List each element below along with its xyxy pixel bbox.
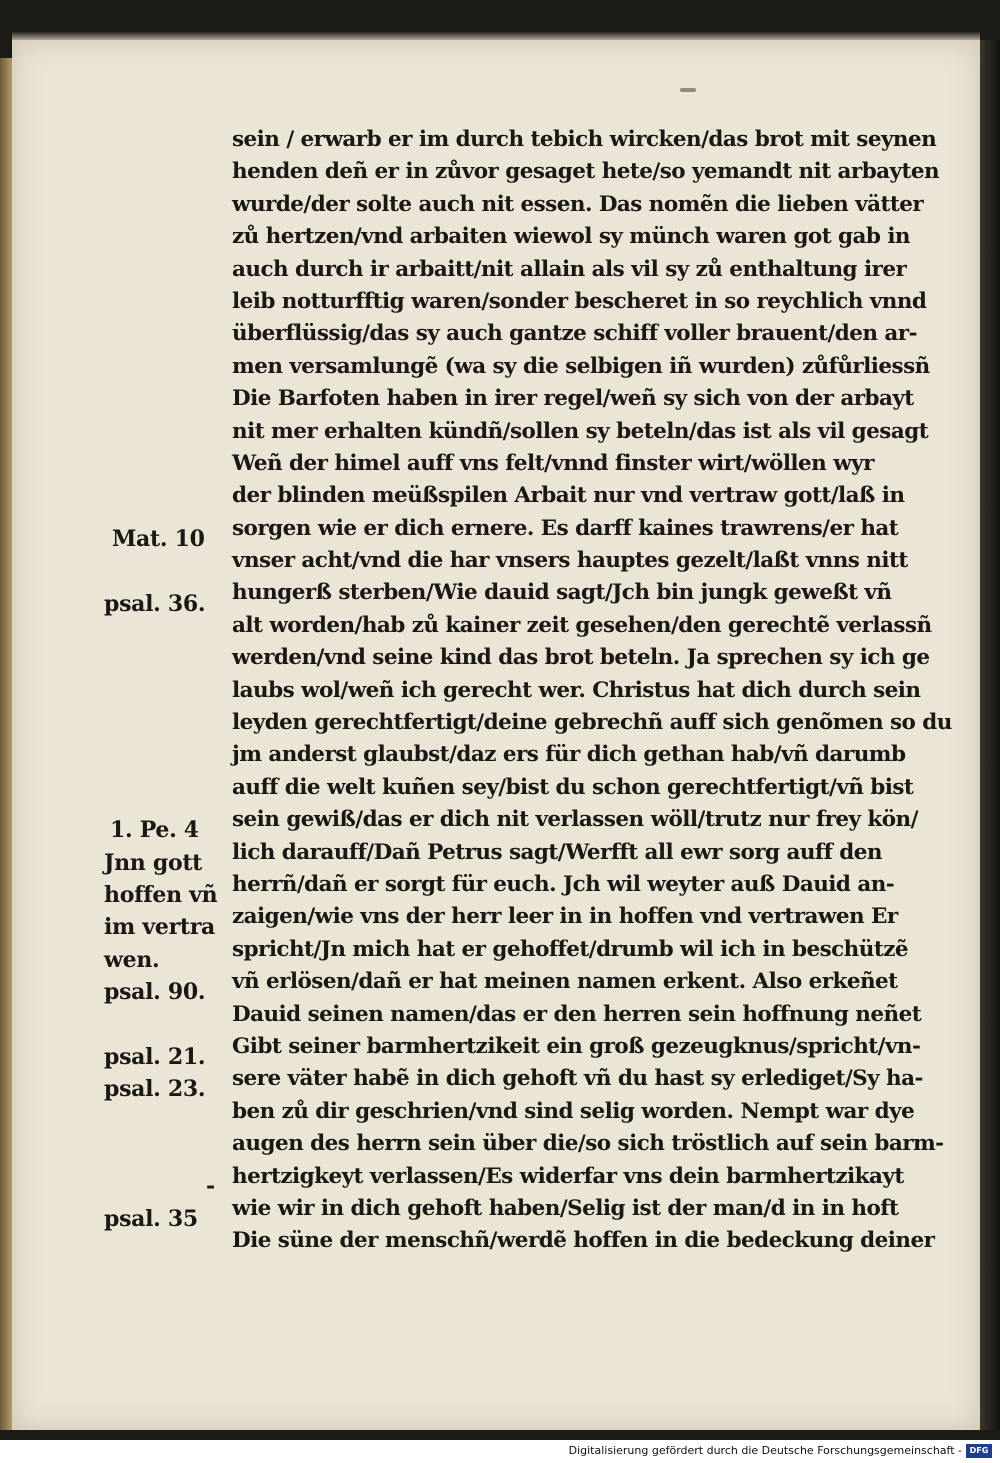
text-line: Die Barfoten haben in irer regel/weñ sy sich von der arbayt: [232, 386, 914, 412]
margin-note: wen.: [104, 947, 160, 973]
text-line: lich darauff/Dañ Petrus sagt/Werfft all ewr sorg auff den: [232, 839, 882, 865]
ink-smudge: [680, 88, 696, 92]
margin-note: im vertra: [104, 914, 215, 940]
margin-note: psal. 21.: [104, 1044, 206, 1070]
text-line: wurde/der solte auch nit essen. Das nomẽn die lieben vätter: [232, 191, 924, 217]
text-line: nit mer erhalten kündñ/sollen sy beteln/das ist als vil gesagt: [232, 418, 929, 444]
text-line: zaigen/wie vns der herr leer in in hoffen vnd vertrawen Er: [232, 904, 898, 930]
margin-note: psal. 36.: [104, 591, 206, 617]
text-line: werden/vnd seine kind das brot beteln. Ja sprechen sy ich ge: [232, 645, 930, 671]
margin-note: hoffen vñ: [104, 882, 218, 908]
margin-note: psal. 90.: [104, 979, 206, 1005]
margin-note: Jnn gott: [104, 850, 203, 876]
text-line: augen des herrn sein über die/so sich tröstlich auf sein barm-: [232, 1131, 944, 1157]
text-line: überflüssig/das sy auch gantze schiff voller brauent/den ar-: [232, 321, 917, 347]
margin-note: psal. 35: [104, 1206, 198, 1232]
text-line: laubs wol/weñ ich gerecht wer. Christus hat dich durch sein: [232, 677, 921, 703]
text-line: Gibt seiner barmhertzikeit ein groß gezeugknus/spricht/vn-: [232, 1033, 921, 1059]
dfg-logo: DFG: [966, 1444, 992, 1458]
margin-note: psal. 23.: [104, 1076, 206, 1102]
main-text-block: [232, 124, 952, 1258]
text-line: vñ erlösen/dañ er hat meinen namen erkent. Also erkeñet: [232, 969, 898, 995]
text-line: men versamlungẽ (wa sy die selbigen iñ wurden) zůfůrliessñ: [232, 353, 930, 379]
margin-note: 1. Pe. 4: [110, 817, 199, 843]
text-line: vnser acht/vnd die har vnsers hauptes gezelt/laßt vnns nitt: [232, 548, 908, 574]
text-line: Die süne der menschñ/werdẽ hoffen in die bedeckung deiner: [232, 1228, 935, 1254]
margin-note: Mat. 10: [112, 526, 205, 552]
margin-note: -: [206, 1173, 215, 1199]
text-line: sein / erwarb er im durch tebich wircken/das brot mit seynen: [232, 127, 937, 152]
text-line: Weñ der himel auff vns felt/vnnd finster wirt/wöllen wyr: [232, 450, 874, 476]
text-line: auch durch ir arbaitt/nit allain als vil sy zů enthaltung irer: [232, 256, 907, 282]
text-line: leib notturfftig waren/sonder bescheret in so reychlich vnnd: [232, 288, 927, 314]
text-line: Dauid seinen namen/das er den herren sein hoffnung neñet: [232, 1001, 922, 1027]
text-line: der blinden meüßspilen Arbait nur vnd vertraw gott/laß in: [232, 483, 905, 509]
text-line: henden deñ er in zůvor gesaget hete/so yemandt nit arbayten: [232, 159, 940, 185]
text-line: herrñ/dañ er sorgt für euch. Jch wil weyter auß Dauid an-: [232, 871, 895, 897]
text-line: auff die welt kuñen sey/bist du schon gerechtfertigt/vñ bist: [232, 774, 914, 800]
footer-bar: [0, 1440, 1000, 1463]
text-line: hertzigkeyt verlassen/Es widerfar vns dein barmhertzikayt: [232, 1163, 904, 1189]
page-left-edge: [0, 58, 12, 1430]
funding-credit: Digitalisierung gefördert durch die Deutsche Forschungsgemeinschaft -: [568, 1444, 962, 1457]
text-line: spricht/Jn mich hat er gehoffet/drumb wil ich in beschützẽ: [232, 936, 909, 962]
text-line: sein gewiß/das er dich nit verlassen wöll/trutz nur frey kön/: [232, 807, 918, 833]
text-line: sorgen wie er dich ernere. Es darff kaines trawrens/er hat: [232, 515, 899, 541]
binding-shadow: [980, 40, 1000, 1430]
text-line: hungerß sterben/Wie dauid sagt/Jch bin jungk geweßt vñ: [232, 580, 892, 606]
text-line: leyden gerechtfertigt/deine gebrechñ auff sich genõmen so du: [232, 710, 952, 736]
text-line: wie wir in dich gehoft haben/Selig ist der man/d in in hoft: [232, 1195, 899, 1221]
text-line: sere väter habẽ in dich gehoft vñ du hast sy erlediget/Sy ha-: [232, 1066, 923, 1092]
text-line: ben zů dir geschrien/vnd sind selig worden. Nempt war dye: [232, 1098, 915, 1124]
text-line: jm anderst glaubst/daz ers für dich gethan hab/vñ darumb: [232, 742, 906, 768]
text-line: zů hertzen/vnd arbaiten wiewol sy münch waren got gab in: [232, 224, 911, 250]
text-line: alt worden/hab zů kainer zeit gesehen/den gerechtẽ verlassñ: [232, 612, 932, 638]
